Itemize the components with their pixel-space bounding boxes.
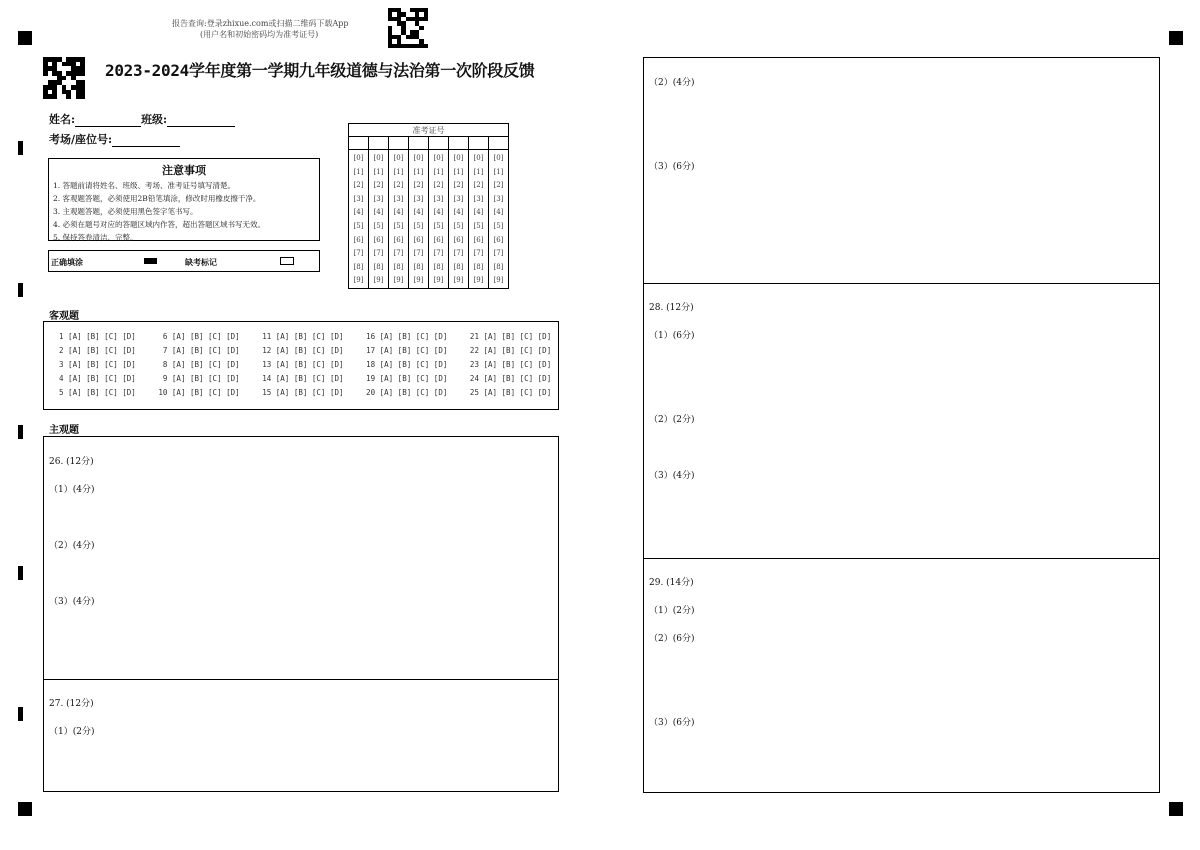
exam-id-write-cell[interactable] — [489, 137, 509, 150]
exam-id-digit-bubble[interactable]: [8] — [433, 262, 444, 271]
exam-id-digit-bubble[interactable]: [2] — [413, 181, 424, 190]
exam-id-digit-bubble[interactable]: [4] — [393, 208, 404, 217]
divider — [643, 558, 1160, 559]
exam-id-digit-bubble[interactable]: [8] — [453, 262, 464, 271]
registration-mark-top-left — [18, 31, 32, 45]
exam-id-digit-bubble[interactable]: [2] — [493, 181, 504, 190]
exam-id-digit-bubble[interactable]: [3] — [413, 194, 424, 203]
exam-id-digit-bubble[interactable]: [0] — [493, 154, 504, 162]
exam-id-digit-column[interactable] — [449, 150, 469, 289]
objective-answer-box — [43, 321, 559, 410]
exam-id-write-cell[interactable] — [429, 137, 449, 150]
divider — [43, 679, 559, 680]
registration-mark-bottom-left — [18, 802, 32, 816]
exam-id-digit-bubble[interactable]: [8] — [473, 262, 484, 271]
absent-mark-checkbox[interactable] — [280, 257, 294, 265]
page-title: 2023-2024学年度第一学期九年级道德与法治第一次阶段反馈 — [105, 61, 535, 80]
exam-id-digit-bubble[interactable]: [4] — [433, 208, 444, 217]
exam-id-digit-bubble[interactable]: [0] — [373, 154, 384, 162]
exam-id-digit-bubble[interactable]: [2] — [353, 181, 364, 190]
question-27-part-3: （3）(6分) — [649, 162, 695, 172]
exam-id-digit-bubble[interactable]: [6] — [493, 235, 504, 244]
exam-id-digit-column[interactable] — [389, 150, 409, 289]
exam-id-digit-bubble[interactable]: [3] — [493, 194, 504, 203]
question-28-part-1: （1）(6分) — [649, 331, 695, 341]
exam-id-digit-bubble[interactable]: [6] — [353, 235, 364, 244]
name-blank[interactable] — [75, 114, 141, 127]
question-29-header: 29. (14分) — [649, 578, 694, 588]
correct-fill-label: 正确填涂 — [51, 257, 83, 267]
exam-id-digit-bubble[interactable]: [6] — [373, 235, 384, 244]
exam-id-digit-bubble[interactable]: [2] — [393, 181, 404, 190]
answer-area-right[interactable] — [643, 57, 1160, 793]
timing-bar — [18, 425, 23, 439]
exam-id-digit-bubble[interactable]: [6] — [393, 235, 404, 244]
notice-item: 2. 客观题答题，必须使用2B铅笔填涂，修改时用橡皮擦干净。 — [53, 194, 261, 203]
exam-id-digit-bubble[interactable]: [7] — [393, 249, 404, 258]
exam-id-digit-bubble[interactable]: [1] — [493, 167, 504, 176]
objective-row[interactable]: 3 [A] [B] [C] [D] 8 [A] [B] [C] [D] 13 [A] [B] [C] [D] 18 [A] [B] [C] [D] 23 [A] [B] [C] [D] — [50, 360, 552, 369]
exam-id-label: 准考证号 — [349, 124, 509, 137]
exam-id-digit-bubble[interactable]: [7] — [473, 249, 484, 258]
notice-item: 4. 必须在题号对应的答题区域内作答，超出答题区域书写无效。 — [53, 220, 266, 229]
exam-id-digit-bubble[interactable]: [3] — [433, 194, 444, 203]
exam-id-digit-bubble[interactable]: [5] — [433, 221, 444, 230]
exam-id-grid — [348, 123, 509, 289]
exam-id-write-cell[interactable] — [469, 137, 489, 150]
objective-row[interactable]: 5 [A] [B] [C] [D] 10 [A] [B] [C] [D] 15 [A] [B] [C] [D] 20 [A] [B] [C] [D] 25 [A] [B] [C] [D] — [50, 388, 552, 397]
notice-item: 3. 主观题答题，必须使用黑色签字笔书写。 — [53, 207, 198, 216]
question-29-part-2: （2）(6分) — [649, 634, 695, 644]
divider — [643, 283, 1160, 284]
exam-id-digit-bubble[interactable]: [2] — [453, 181, 464, 190]
exam-id-digit-bubble[interactable]: [1] — [453, 167, 464, 176]
question-28-part-2: （2）(2分) — [649, 415, 695, 425]
exam-id-digit-bubble[interactable]: [9] — [493, 276, 504, 285]
exam-id-digit-column[interactable] — [469, 150, 489, 289]
notice-title: 注意事项 — [162, 164, 206, 177]
exam-id-write-cell[interactable] — [409, 137, 429, 150]
exam-id-digit-bubble[interactable]: [6] — [453, 235, 464, 244]
notice-box — [48, 158, 320, 241]
exam-id-digit-bubble[interactable]: [5] — [473, 221, 484, 230]
exam-id-digit-bubble[interactable]: [8] — [373, 262, 384, 271]
qr-code-icon — [43, 57, 85, 99]
exam-id-digit-bubble[interactable]: [5] — [373, 221, 384, 230]
exam-id-digit-bubble[interactable]: [3] — [473, 194, 484, 203]
class-blank[interactable] — [167, 114, 235, 127]
exam-id-digit-bubble[interactable]: [1] — [433, 167, 444, 176]
fill-legend-box — [48, 250, 320, 272]
exam-id-digit-bubble[interactable]: [7] — [353, 249, 364, 258]
exam-id-digit-bubble[interactable]: [4] — [453, 208, 464, 217]
exam-id-digit-bubble[interactable]: [7] — [413, 249, 424, 258]
exam-id-digit-bubble[interactable]: [7] — [493, 249, 504, 258]
name-label: 姓名: — [49, 113, 76, 126]
exam-id-digit-bubble[interactable]: [6] — [433, 235, 444, 244]
exam-id-digit-column[interactable] — [409, 150, 429, 289]
objective-row[interactable]: 2 [A] [B] [C] [D] 7 [A] [B] [C] [D] 12 [A] [B] [C] [D] 17 [A] [B] [C] [D] 22 [A] [B] [C] [D] — [50, 346, 552, 355]
exam-id-digit-bubble[interactable]: [5] — [453, 221, 464, 230]
exam-id-digit-bubble[interactable]: [9] — [433, 276, 444, 285]
exam-id-digit-bubble[interactable]: [9] — [353, 276, 364, 285]
exam-id-digit-bubble[interactable]: [3] — [393, 194, 404, 203]
absent-mark-label: 缺考标记 — [185, 257, 217, 267]
report-query-line: 报告查询:登录zhixue.com或扫描二维码下载App — [172, 19, 349, 28]
question-27-part-1: （1）(2分) — [49, 727, 95, 737]
exam-id-digit-bubble[interactable]: [3] — [453, 194, 464, 203]
objective-row[interactable]: 4 [A] [B] [C] [D] 9 [A] [B] [C] [D] 14 [A] [B] [C] [D] 19 [A] [B] [C] [D] 24 [A] [B] [C] [D] — [50, 374, 552, 383]
exam-id-digit-bubble[interactable]: [6] — [473, 235, 484, 244]
exam-id-digit-bubble[interactable]: [9] — [453, 276, 464, 285]
question-28-part-3: （3）(4分) — [649, 471, 695, 481]
question-26-part-2: （2）(4分) — [49, 541, 95, 551]
question-26-part-1: （1）(4分) — [49, 485, 95, 495]
exam-id-digit-bubble[interactable]: [8] — [413, 262, 424, 271]
exam-id-digit-bubble[interactable]: [1] — [393, 167, 404, 176]
notice-item: 5. 保持答卷清洁、完整。 — [53, 233, 138, 242]
question-27-part-2: （2）(4分) — [649, 78, 695, 88]
seat-blank[interactable] — [112, 134, 180, 147]
class-label: 班级: — [141, 113, 168, 126]
exam-id-digit-bubble[interactable]: [0] — [393, 154, 404, 162]
notice-item: 1. 答题前请将姓名、班级、考场、准考证号填写清楚。 — [53, 181, 236, 190]
exam-id-digit-bubble[interactable]: [5] — [493, 221, 504, 230]
exam-id-digit-bubble[interactable]: [8] — [393, 262, 404, 271]
exam-id-digit-column[interactable] — [369, 150, 389, 289]
exam-id-digit-bubble[interactable]: [1] — [413, 167, 424, 176]
exam-id-digit-bubble[interactable]: [8] — [353, 262, 364, 271]
objective-section-label: 客观题 — [49, 311, 79, 322]
exam-id-digit-bubble[interactable]: [0] — [433, 154, 444, 162]
exam-id-digit-bubble[interactable]: [7] — [433, 249, 444, 258]
exam-id-digit-bubble[interactable]: [3] — [373, 194, 384, 203]
exam-id-digit-bubble[interactable]: [4] — [493, 208, 504, 217]
seat-label: 考场/座位号: — [49, 133, 113, 146]
exam-id-digit-bubble[interactable]: [7] — [453, 249, 464, 258]
exam-id-digit-bubble[interactable]: [0] — [453, 154, 464, 162]
exam-id-digit-bubble[interactable]: [4] — [373, 208, 384, 217]
timing-bar — [18, 141, 23, 155]
timing-bar — [18, 566, 23, 580]
exam-id-digit-bubble[interactable]: [9] — [473, 276, 484, 285]
exam-id-digit-bubble[interactable]: [5] — [413, 221, 424, 230]
subjective-section-label: 主观题 — [49, 425, 79, 436]
timing-bar — [18, 283, 23, 297]
exam-id-digit-bubble[interactable]: [1] — [353, 167, 364, 176]
question-29-part-1: （1）(2分) — [649, 606, 695, 616]
exam-id-write-cell[interactable] — [349, 137, 369, 150]
correct-fill-sample — [144, 258, 157, 264]
question-27-header: 27. (12分) — [49, 699, 94, 709]
exam-id-digit-bubble[interactable]: [9] — [373, 276, 384, 285]
exam-id-digit-bubble[interactable]: [6] — [413, 235, 424, 244]
registration-mark-top-right — [1169, 31, 1183, 45]
timing-bar — [18, 707, 23, 721]
exam-id-digit-bubble[interactable]: [2] — [473, 181, 484, 190]
question-26-part-3: （3）(4分) — [49, 597, 95, 607]
seat-field[interactable] — [49, 131, 180, 147]
objective-row[interactable]: 1 [A] [B] [C] [D] 6 [A] [B] [C] [D] 11 [A] [B] [C] [D] 16 [A] [B] [C] [D] 21 [A] [B] [C] [D] — [50, 332, 552, 341]
question-26-header: 26. (12分) — [49, 457, 94, 467]
question-28-header: 28. (12分) — [649, 303, 694, 313]
question-29-part-3: （3）(6分) — [649, 718, 695, 728]
exam-id-digit-bubble[interactable]: [7] — [373, 249, 384, 258]
report-credential-line: (用户名和初始密码均为准考证号) — [200, 30, 319, 39]
exam-id-digit-bubble[interactable]: [4] — [413, 208, 424, 217]
exam-id-digit-bubble[interactable]: [8] — [493, 262, 504, 271]
exam-id-digit-bubble[interactable]: [1] — [473, 167, 484, 176]
qr-code-icon — [388, 8, 428, 48]
exam-id-digit-bubble[interactable]: [9] — [393, 276, 404, 285]
exam-id-digit-bubble[interactable]: [2] — [373, 181, 384, 190]
exam-id-digit-bubble[interactable]: [4] — [353, 208, 364, 217]
exam-id-digit-bubble[interactable]: [9] — [413, 276, 424, 285]
exam-id-digit-column[interactable] — [429, 150, 449, 289]
name-field[interactable] — [49, 111, 235, 127]
exam-id-write-cell[interactable] — [389, 137, 409, 150]
exam-id-digit-column[interactable] — [349, 150, 369, 289]
exam-id-digit-bubble[interactable]: [0] — [413, 154, 424, 162]
exam-id-digit-bubble[interactable]: [0] — [473, 154, 484, 162]
exam-id-digit-column[interactable] — [489, 150, 509, 289]
exam-id-digit-bubble[interactable]: [5] — [353, 221, 364, 230]
exam-id-digit-bubble[interactable]: [4] — [473, 208, 484, 217]
exam-id-digit-bubble[interactable]: [5] — [393, 221, 404, 230]
exam-id-write-cell[interactable] — [449, 137, 469, 150]
exam-id-digit-bubble[interactable]: [1] — [373, 167, 384, 176]
registration-mark-bottom-right — [1169, 802, 1183, 816]
exam-id-digit-bubble[interactable]: [0] — [353, 154, 364, 162]
exam-id-digit-bubble[interactable]: [3] — [353, 194, 364, 203]
answer-area-q26-q27[interactable] — [43, 436, 559, 792]
exam-id-digit-bubble[interactable]: [2] — [433, 181, 444, 190]
exam-id-write-cell[interactable] — [369, 137, 389, 150]
